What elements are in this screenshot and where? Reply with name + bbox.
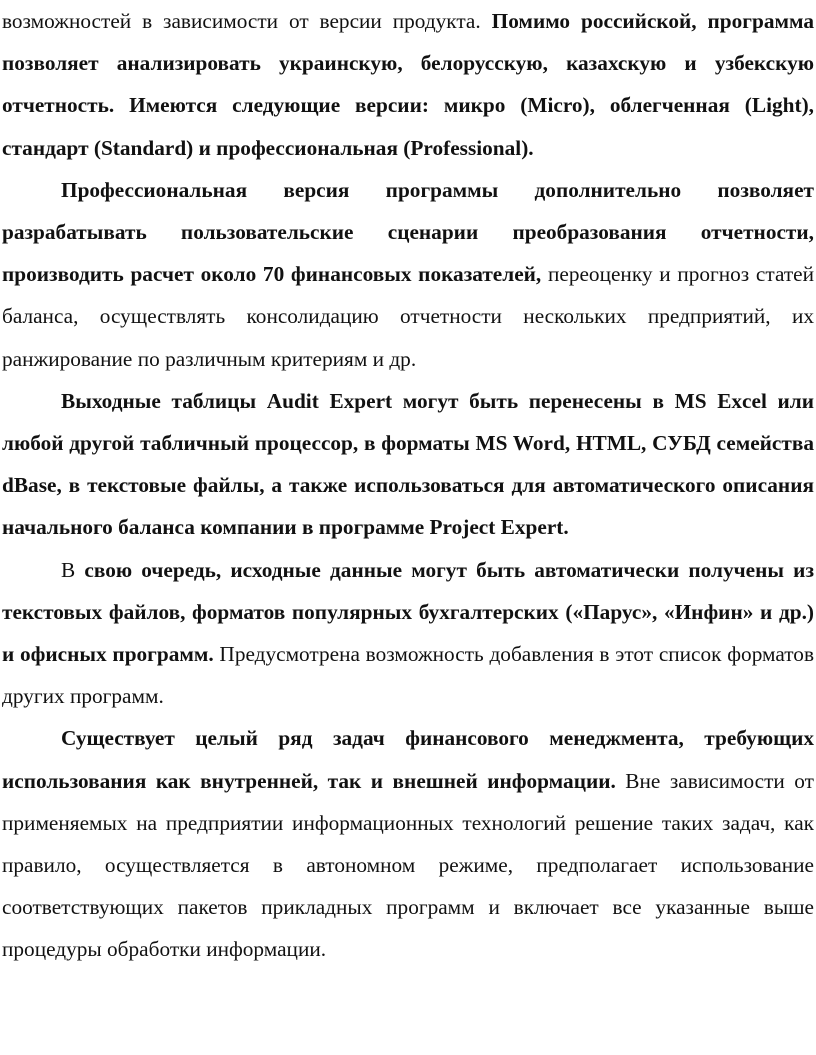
text-run: Вне зависимости от применяемых на предприятии информационных технологий решение таких задач, как правило, осуществляется в автономном режиме, предполагает использование соответствующих пакетов прикладных программ и включает все указанные выше процедуры обработки информации. bbox=[2, 768, 814, 962]
text-run: В bbox=[61, 557, 85, 582]
paragraph-4 bbox=[2, 549, 814, 718]
paragraph-3 bbox=[2, 380, 814, 549]
paragraph-1 bbox=[2, 0, 814, 169]
text-run: возможностей в зависимости от версии продукта. bbox=[2, 9, 492, 33]
bold-text-run: свою очередь, исходные данные могут быть автоматически получены из текстовых файлов, форматов популярных бухгалтерских («Парус», «Инфин» и др.) и офисных программ. bbox=[2, 557, 814, 667]
bold-text-run: Профессиональная версия программы дополнительно позволяет разрабатывать пользовательские сценарии преобразования отчетности, производить расчет около 70 финансовых показателей, bbox=[2, 177, 814, 287]
document-page bbox=[2, 0, 814, 971]
bold-text-run: Помимо российской, программа позволяет анализировать украинскую, белорусскую, казахскую и узбекскую отчетность. Имеются следующие версии: микро (Micro), облегченная (Light), стандарт (Standard) и профессиональная (Professional). bbox=[2, 9, 814, 160]
bold-text-run: Существует целый ряд задач финансового менеджмента, требующих использования как внутренней, так и внешней информации. bbox=[2, 726, 814, 793]
paragraph-5 bbox=[2, 717, 814, 970]
text-run: Предусмотрена возможность добавления в этот список форматов других программ. bbox=[2, 642, 814, 709]
text-run: переоценку и прогноз статей баланса, осуществлять консолидацию отчетности нескольких предприятий, их ранжирование по различным критериям и др. bbox=[2, 262, 814, 371]
paragraph-2 bbox=[2, 169, 814, 380]
bold-text-run: Выходные таблицы Audit Expert могут быть перенесены в MS Excel или любой другой табличный процессор, в форматы MS Word, HTML, СУБД семейства dBase, в текстовые файлы, а также использоваться для автоматического описания начального баланса компании в программе Project Expert. bbox=[2, 388, 814, 540]
